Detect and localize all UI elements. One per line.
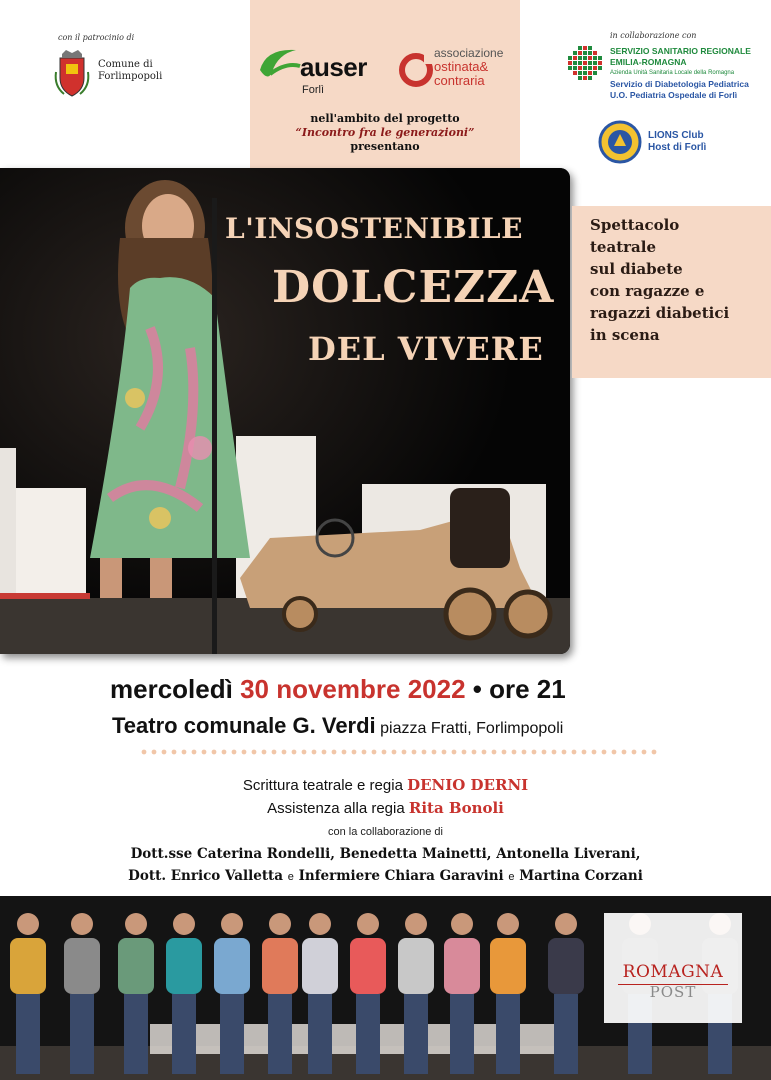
credit-people-line-1: Dott.sse Caterina Rondelli, Benedetta Mainetti, Antonella Liverani, [130,846,641,862]
divider-dot [632,750,637,755]
ssr-logo-cell [573,71,577,75]
ssr-logo-cell [583,46,587,50]
ssr-logo-cell [593,56,597,60]
divider-dot [512,750,517,755]
divider-dot [222,750,227,755]
divider-dot [462,750,467,755]
ssr-logo-cell [578,61,582,65]
divider-dot [482,750,487,755]
cast-member-legs [450,994,474,1074]
divider-dot [412,750,417,755]
auser-city: Forlì [302,84,324,96]
ssr-logo-cell [583,76,587,80]
divider-dot [202,750,207,755]
cast-member-legs [124,994,148,1074]
cast-member-head [17,913,39,935]
ssr-logo-cell [593,71,597,75]
ssr-line-2: EMILIA-ROMAGNA [610,57,687,67]
cast-member-legs [70,994,94,1074]
credit-person-corzani: Martina Corzani [519,868,643,884]
divider-dot [592,750,597,755]
ssr-logo-cell [568,66,572,70]
divider-dot [152,750,157,755]
cast-member-head [221,913,243,935]
lions-logo-icon [598,120,642,164]
cast-member-body [398,938,434,994]
divider-dot [282,750,287,755]
auser-name: auser [300,52,367,82]
ssr-logo-cell [578,71,582,75]
cast-member-body [10,938,46,994]
description-line-2: teatrale [590,238,656,256]
divider-dot [492,750,497,755]
ssr-logo-cell [598,56,602,60]
ssr-logo-cell [578,66,582,70]
divider-dot [562,750,567,755]
ssr-logo-cell [573,61,577,65]
divider-dot [242,750,247,755]
divider-dot [192,750,197,755]
credit-people [0,843,771,888]
cast-member-legs [172,994,196,1074]
cast-member-legs [308,994,332,1074]
project-name: “Incontro fra le generazioni” [295,126,475,139]
divider-dot [332,750,337,755]
ssr-logo-cell [578,76,582,80]
cast-member-head [71,913,93,935]
cast-member-head [555,913,577,935]
cast-member-body [350,938,386,994]
ostinata-line-3: contraria [434,73,485,88]
cast-member-head [269,913,291,935]
ssr-logo-cell [583,61,587,65]
event-date-time [110,674,710,705]
cast-member-legs [268,994,292,1074]
divider-dot [392,750,397,755]
divider-dot [312,750,317,755]
dotted-divider [140,748,660,756]
divider-dot [262,750,267,755]
ssr-logo-cell [593,61,597,65]
divider-dot [352,750,357,755]
cast-member-body [444,938,480,994]
ssr-logo-cell [588,71,592,75]
description-line-5: ragazzi diabetici [590,304,730,322]
event-date: 30 novembre 2022 [240,674,466,704]
ssr-logo-cell [588,51,592,55]
cast-member-head [357,913,379,935]
cast-member-body [490,938,526,994]
show-title-line-1: L'INSOSTENIBILE [225,212,523,245]
cast-member-head [125,913,147,935]
ostinata-logo-icon [396,50,436,90]
show-description [590,214,770,346]
ssr-logo-cell [583,71,587,75]
cast-member-head [173,913,195,935]
badge-word-1: ROMAGNA [622,962,724,982]
divider-dot [642,750,647,755]
divider-dot [472,750,477,755]
ssr-logo-cell [588,61,592,65]
project-intro-line-3: presentano [350,140,420,153]
credit-person-valletta: Dott. Enrico Valletta [128,868,284,884]
credit-person-garavini: Infermiere Chiara Garavini [298,868,504,884]
show-title-line-2: DOLCEZZA [272,262,555,313]
cast-member-body [302,938,338,994]
cast-member-legs [16,994,40,1074]
cast-member-head [309,913,331,935]
comune-line-2: Forlimpopoli [98,71,163,82]
credit-writing-name: DENIO DERNI [407,776,529,794]
event-weekday: mercoledì [110,674,233,704]
divider-dot [272,750,277,755]
event-time: ore 21 [489,674,566,704]
cast-member-body [166,938,202,994]
cast-member-legs [220,994,244,1074]
cast-member-body [118,938,154,994]
divider-dot [422,750,427,755]
ssr-logo-cell [583,66,587,70]
ostinata-line-2: ostinata& [434,59,489,74]
divider-dot [652,750,657,755]
divider-dot [142,750,147,755]
cast-member-legs [404,994,428,1074]
cast-member-legs [356,994,380,1074]
credit-conj-2: e [508,871,515,883]
badge-word-2: POST [649,983,697,1001]
lions-line-2: Host di Forlì [648,142,707,153]
comune-crest-icon [52,48,92,100]
ssr-logo-cell [568,56,572,60]
cast-member-legs [554,994,578,1074]
ssr-logo-cell [588,66,592,70]
description-line-6: in scena [590,326,660,344]
divider-dot [402,750,407,755]
ssr-line-3: Azienda Unità Sanitaria Locale della Romagna [610,70,735,76]
divider-dot [542,750,547,755]
ssr-text [610,46,751,101]
cast-member-body [64,938,100,994]
divider-dot [572,750,577,755]
divider-dot [252,750,257,755]
ssr-logo-cell [573,51,577,55]
divider-dot [292,750,297,755]
divider-dot [302,750,307,755]
ssr-logo-cell [593,66,597,70]
ssr-logo-cell [578,51,582,55]
cast-member-head [451,913,473,935]
ssr-logo-cell [588,46,592,50]
description-line-1: Spettacolo [590,216,680,234]
divider-dot [212,750,217,755]
event-venue [112,713,732,739]
cast-member-body [214,938,250,994]
ssr-logo-cell [568,61,572,65]
cast-member-body [548,938,584,994]
divider-dot [432,750,437,755]
cast-member-legs [496,994,520,1074]
ssr-logo-cell [593,51,597,55]
ostinata-name [434,46,503,88]
cast-member-head [405,913,427,935]
divider-dot [342,750,347,755]
divider-dot [162,750,167,755]
credits [0,774,771,820]
event-separator: • [472,674,482,704]
divider-dot [232,750,237,755]
credit-conj-1: e [287,871,294,883]
divider-dot [552,750,557,755]
ssr-line-1: SERVIZIO SANITARIO REGIONALE [610,46,751,56]
divider-dot [362,750,367,755]
venue-name: Teatro comunale G. Verdi [112,713,376,738]
comune-name [98,59,162,83]
divider-dot [172,750,177,755]
ssr-logo-cell [588,56,592,60]
patrocinio-label: con il patrocinio di [58,33,135,42]
ssr-logo-cell [578,56,582,60]
comune-line-1: Comune di [98,59,153,70]
divider-dot [602,750,607,755]
description-line-3: sul diabete [590,260,683,278]
credit-assist-label: Assistenza alla regia [267,800,405,817]
venue-address: piazza Fratti, Forlimpopoli [380,720,564,737]
ssr-logo-cell [583,56,587,60]
ostinata-line-1: associazione [434,46,504,60]
description-line-4: con ragazze e [590,282,705,300]
cast-member-head [497,913,519,935]
divider-dot [382,750,387,755]
divider-dot [372,750,377,755]
ssr-logo-cell [573,66,577,70]
divider-dot [532,750,537,755]
divider-dot [182,750,187,755]
show-title-line-3: DEL VIVERE [308,330,544,368]
cast-member-body [262,938,298,994]
ssr-logo-cell [598,61,602,65]
credit-writing-label: Scrittura teatrale e regia [242,777,403,794]
divider-dot [452,750,457,755]
divider-dot [612,750,617,755]
divider-dot [622,750,627,755]
divider-dot [502,750,507,755]
divider-dot [322,750,327,755]
collaboration-label: in collaborazione con [610,31,697,40]
credit-writing [0,774,771,797]
ssr-line-5: U.O. Pediatria Ospedale di Forlì [610,90,738,100]
ssr-logo-cell [573,56,577,60]
credit-assist [0,797,771,820]
ssr-line-4: Servizio di Diabetologia Pediatrica [610,79,749,89]
ssr-logo-icon [566,44,604,82]
ssr-logo-cell [578,46,582,50]
project-intro [250,112,520,154]
credit-assist-name: Rita Bonoli [408,799,504,817]
lions-line-1: LIONS Club [648,130,704,141]
lions-text [648,130,706,154]
divider-dot [522,750,527,755]
divider-dot [582,750,587,755]
credit-collab-label: con la collaborazione di [328,826,443,838]
ssr-logo-cell [598,66,602,70]
project-intro-line-1: nell'ambito del progetto [310,112,460,125]
ssr-logo-cell [588,76,592,80]
divider-dot [442,750,447,755]
ssr-logo-cell [583,51,587,55]
credit-people-line-2 [0,865,771,888]
